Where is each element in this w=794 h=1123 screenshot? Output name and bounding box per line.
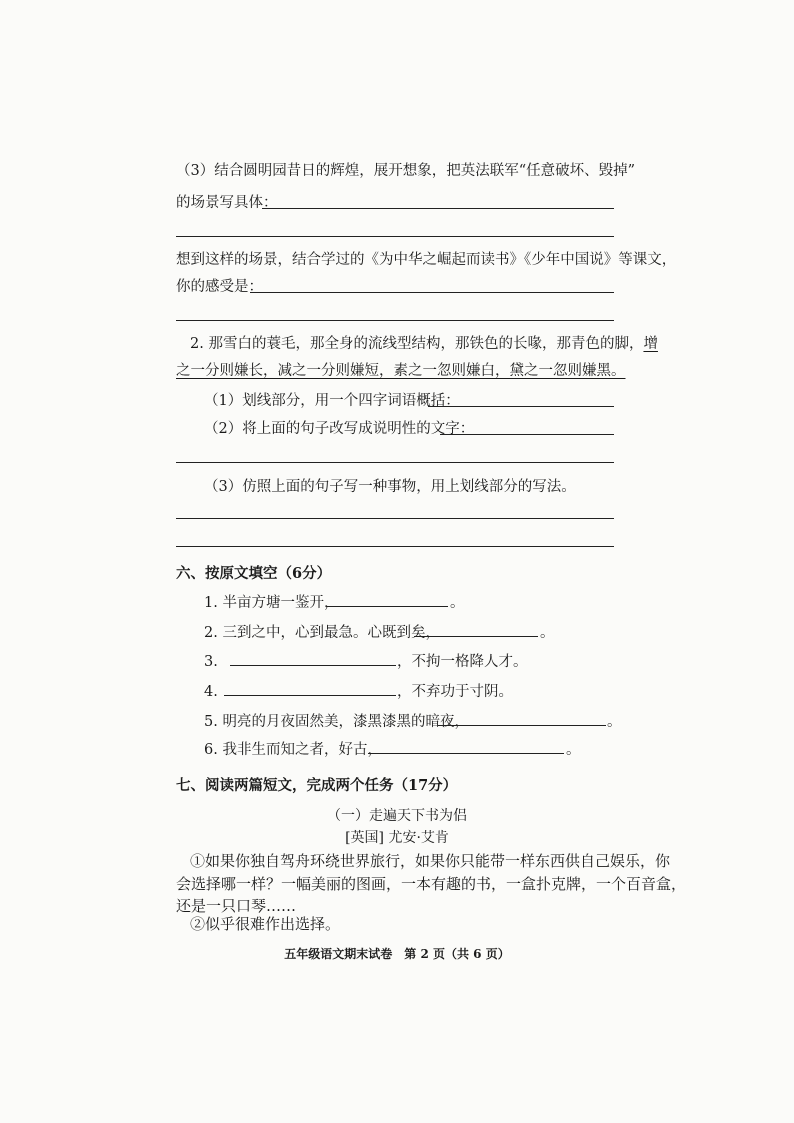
q6-item2-post: 。 — [540, 625, 555, 641]
q5-sub3: （3）仿照上面的句子写一种事物，用上划线部分的写法。 — [204, 479, 576, 495]
section-6-heading: 六、按原文填空（6分） — [176, 565, 332, 582]
article-para2-line1: ②似乎很难作出选择。 — [190, 915, 341, 933]
fill-blank[interactable] — [326, 606, 448, 607]
q6-item6-post: 。 — [566, 742, 581, 758]
fill-blank[interactable] — [414, 636, 538, 637]
q6-item4-post: ，不弃功于寸阴。 — [397, 684, 513, 700]
answer-line[interactable] — [176, 236, 614, 237]
q6-item6-pre: 6. 我非生而知之者，好古， — [204, 742, 382, 758]
article-title: （一）走遍天下书为侣 — [327, 808, 467, 824]
q6-item1-post: 。 — [450, 595, 465, 611]
q5-item2-line1 — [190, 334, 658, 354]
answer-line[interactable] — [176, 320, 614, 321]
article-author: [英国] 尤安·艾肯 — [345, 830, 449, 846]
fill-blank[interactable] — [230, 665, 396, 666]
page-footer: 五年级语文期末试卷 第 2 页（共 6 页） — [284, 947, 510, 961]
q5-sub1: （1）划线部分，用一个四字词语概括： — [204, 393, 460, 409]
article-para1-line1: ①如果你独自驾舟环绕世界旅行，如果你只能带一样东西供自己娱乐，你 — [190, 852, 671, 870]
q5-p3-line1: （3）结合圆明园昔日的辉煌，展开想象，把英法联军“任意破坏、毁掉” — [176, 163, 636, 179]
q6-item3-pre: 3. — [204, 654, 218, 670]
fill-blank[interactable] — [438, 725, 606, 726]
q5-item2-line2-underlined: 之一分则嫌长，减之一分则嫌短，素之一忽则嫌白，黛之一忽则嫌黑。 — [176, 363, 626, 379]
q5-p3-line3: 想到这样的场景，结合学过的《为中华之崛起而读书》《少年中国说》等课文， — [176, 252, 677, 268]
answer-line[interactable] — [176, 546, 614, 547]
q5-item2-text: 2. 那雪白的蓑毛，那全身的流线型结构，那铁色的长喙，那青色的脚， — [190, 336, 644, 352]
section-7-heading: 七、阅读两篇短文，完成两个任务（17分） — [176, 777, 458, 794]
q5-p3-line4: 你的感受是： — [176, 279, 263, 295]
answer-line[interactable] — [176, 518, 614, 519]
answer-line[interactable] — [176, 462, 614, 463]
answer-line[interactable] — [440, 434, 614, 435]
underlined-text: 增 — [643, 336, 658, 352]
answer-line[interactable] — [262, 208, 614, 209]
q5-p3-line2: 的场景写具体： — [176, 195, 278, 211]
fill-blank[interactable] — [368, 753, 564, 754]
q6-item5-post: 。 — [607, 714, 622, 730]
q5-sub2: （2）将上面的句子改写成说明性的文字： — [204, 421, 475, 437]
answer-line[interactable] — [428, 406, 614, 407]
q6-item2-pre: 2. 三到之中，心到最急。心既到矣， — [204, 625, 440, 641]
q6-item1-pre: 1. 半亩方塘一鉴开， — [204, 595, 339, 611]
q6-item4-pre: 4. — [204, 684, 218, 700]
answer-line[interactable] — [250, 292, 614, 293]
article-para1-line2: 会选择哪一样？一幅美丽的图画，一本有趣的书，一盒扑克牌，一个百音盒， — [176, 875, 687, 893]
q6-item5-pre: 5. 明亮的月夜固然美，漆黑漆黑的暗夜， — [204, 714, 469, 730]
q6-item3-post: ，不拘一格降人才。 — [397, 654, 528, 670]
fill-blank[interactable] — [224, 695, 396, 696]
article-para1-line3: 还是一只口琴…… — [176, 897, 297, 915]
